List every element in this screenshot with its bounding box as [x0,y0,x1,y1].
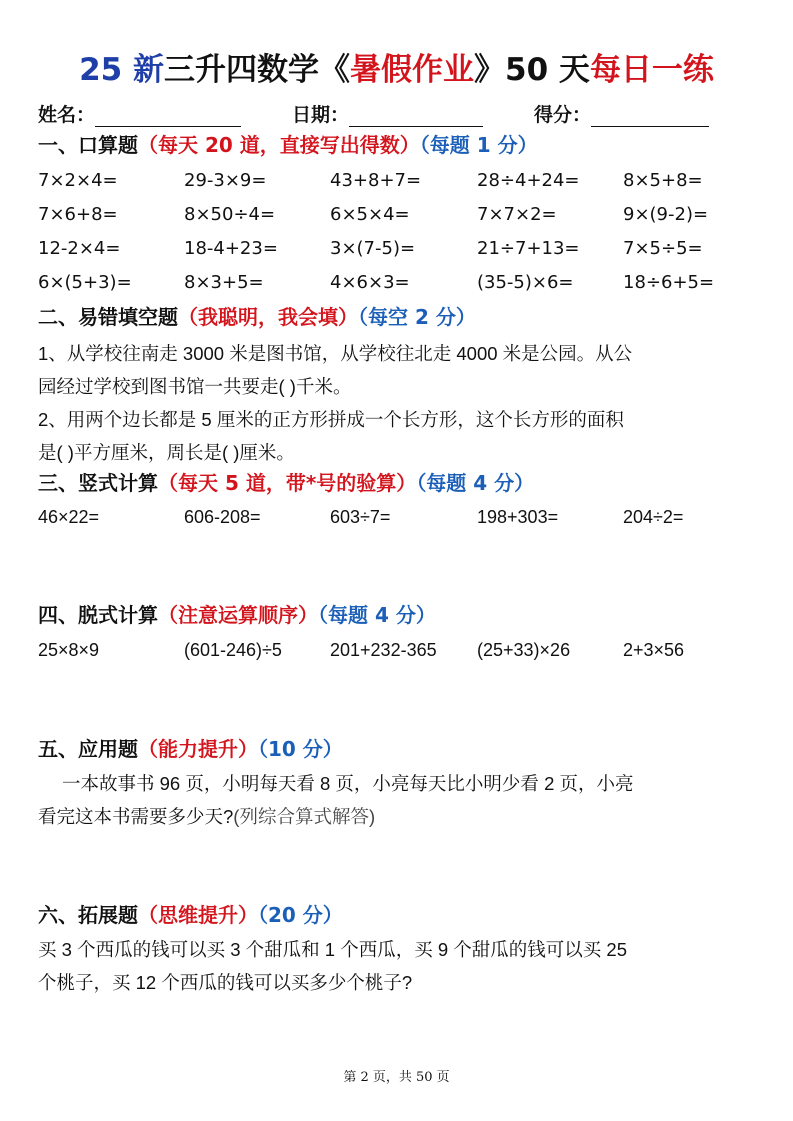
oral-item: 3×(7-5)= [330,238,416,259]
vertical-calc-item: 46×22= [38,507,100,527]
question-line: 园经过学校到图书馆一共要走( )千米。 [38,376,352,397]
name-blank [95,106,241,127]
student-info [38,100,758,126]
score-field [534,100,709,127]
section-2-heading [38,303,476,331]
extension-problem [38,933,758,999]
question-line: 2、用两个边长都是 5 厘米的正方形拼成一个长方形，这个长方形的面积 [38,409,624,430]
oral-item: 6×5×4= [330,204,410,225]
vertical-calc-row [38,507,758,535]
vertical-calc-item: 606-208= [184,507,261,527]
step-calc-item: (601-246)÷5 [184,640,282,660]
section-2-score: （每空 2 分） [358,305,476,329]
fill-blank-question-1 [38,337,758,403]
title-daily: 每日一练 [589,52,714,88]
oral-item: 6×(5+3)= [38,272,132,293]
date-label: 日期： [292,104,350,126]
step-calc-item: 25×8×9 [38,640,100,660]
word-problem [38,767,758,833]
section-3-score: （每题 4 分） [416,471,535,495]
step-calc-item: 201+232-365 [330,640,437,660]
section-4-title: 四、脱式计算 [38,603,158,627]
section-1-note: （每天 20 道，直接写出得数） [138,133,420,157]
section-5-note: （能力提升） [138,737,258,761]
section-6-score: （20 分） [258,903,343,927]
step-calc-row [38,640,758,668]
question-line: 是( )平方厘米，周长是( )厘米。 [38,442,295,463]
answer-instruction: (列综合算式解答) [233,806,376,827]
name-field [38,100,241,127]
oral-item: 18÷6+5= [623,272,715,293]
section-4-heading [38,601,436,629]
section-3-title: 三、竖式计算 [38,471,158,495]
section-5-title: 五、应用题 [38,737,138,761]
section-6-note: （思维提升） [138,903,258,927]
oral-item: 18-4+23= [184,238,278,259]
section-6-title: 六、拓展题 [38,903,138,927]
vertical-calc-item: 204÷2= [623,507,684,527]
oral-item: (35-5)×6= [477,272,574,293]
vertical-calc-item: 603÷7= [330,507,391,527]
name-label: 姓名： [38,104,96,126]
oral-item: 7×6+8= [38,204,118,225]
title-year: 25 新 [79,52,164,88]
oral-item: 29-3×9= [184,170,267,191]
section-4-note: （注意运算顺序） [158,603,318,627]
section-3-heading [38,469,534,497]
oral-item: 8×50÷4= [184,204,276,225]
oral-row [38,238,758,264]
oral-row [38,272,758,298]
oral-row [38,204,758,230]
section-1-heading [38,131,538,159]
step-calc-item: 2+3×56 [623,640,685,660]
score-blank [591,106,709,127]
section-5-heading [38,735,343,763]
section-1-title: 一、口算题 [38,133,138,157]
title-homework: 暑假作业 [350,52,474,88]
oral-item: 28÷4+24= [477,170,580,191]
oral-item: 8×5+8= [623,170,703,191]
oral-item: 43+8+7= [330,170,422,191]
question-line: 买 3 个西瓜的钱可以买 3 个甜瓜和 1 个西瓜，买 9 个甜瓜的钱可以买 25 [38,939,627,960]
question-line: 1、从学校往南走 3000 米是图书馆，从学校往北走 4000 米是公园。从公 [38,343,633,364]
section-1-score: （每题 1 分） [419,133,538,157]
section-3-note: （每天 5 道，带*号的验算） [158,471,417,495]
oral-item: 21÷7+13= [477,238,580,259]
page-title [0,50,793,90]
oral-item: 7×5÷5= [623,238,703,259]
title-days: 》50 天 [474,52,590,88]
page-number: 第 2 页，共 50 页 [343,1070,450,1085]
step-calc-item: (25+33)×26 [477,640,571,660]
vertical-calc-item: 198+303= [477,507,559,527]
oral-item: 8×3+5= [184,272,264,293]
question-line: 看完这本书需要多少天? [38,806,234,827]
question-line: 个桃子，买 12 个西瓜的钱可以买多少个桃子? [38,972,413,993]
title-grade: 三升四数学《 [164,52,350,88]
date-field [292,100,483,127]
section-5-score: （10 分） [258,737,343,761]
section-6-heading [38,901,343,929]
section-4-score: （每题 4 分） [318,603,436,627]
score-label: 得分： [534,104,592,126]
fill-blank-question-2 [38,403,758,469]
date-blank [349,106,483,127]
oral-row [38,170,758,196]
oral-item: 9×(9-2)= [623,204,709,225]
oral-item: 7×2×4= [38,170,118,191]
oral-item: 12-2×4= [38,238,121,259]
section-2-title: 二、易错填空题 [38,305,178,329]
oral-item: 4×6×3= [330,272,410,293]
section-2-note: （我聪明，我会填） [178,305,358,329]
oral-item: 7×7×2= [477,204,557,225]
question-line: 一本故事书 96 页，小明每天看 8 页，小亮每天比小明少看 2 页，小亮 [62,773,634,794]
